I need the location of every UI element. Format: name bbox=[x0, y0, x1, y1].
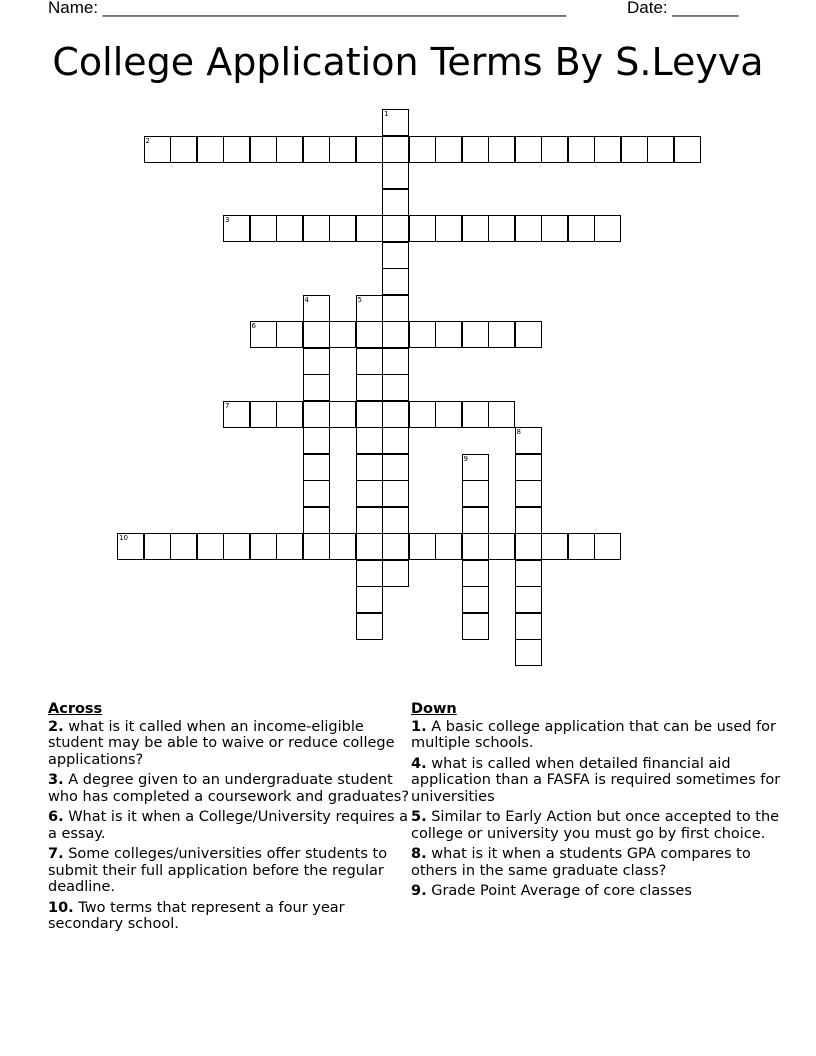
crossword-cell[interactable] bbox=[329, 321, 356, 348]
crossword-cell[interactable] bbox=[382, 374, 409, 401]
crossword-cell[interactable] bbox=[409, 401, 436, 428]
clue-number: 5. bbox=[411, 809, 427, 825]
crossword-cell[interactable] bbox=[382, 560, 409, 587]
crossword-cell[interactable] bbox=[435, 215, 462, 242]
crossword-cell[interactable] bbox=[356, 136, 383, 163]
across-clue bbox=[48, 846, 410, 896]
crossword-cell[interactable] bbox=[356, 586, 383, 613]
name-field[interactable]: Name: _________________________________________________ bbox=[48, 0, 567, 17]
clue-text: Similar to Early Action but once accepted to the college or university you must go by first choice. bbox=[411, 809, 780, 842]
crossword-cell[interactable] bbox=[276, 136, 303, 163]
across-clue bbox=[48, 809, 410, 842]
crossword-cell[interactable] bbox=[303, 295, 330, 322]
crossword-cell[interactable] bbox=[329, 136, 356, 163]
crossword-cell[interactable] bbox=[382, 136, 409, 163]
crossword-cell[interactable] bbox=[541, 136, 568, 163]
crossword-cell[interactable] bbox=[515, 321, 542, 348]
clue-number-label: 3 bbox=[225, 216, 230, 224]
crossword-cell[interactable] bbox=[356, 427, 383, 454]
crossword-cell[interactable] bbox=[356, 560, 383, 587]
crossword-cell[interactable] bbox=[647, 136, 674, 163]
crossword-cell[interactable] bbox=[621, 136, 648, 163]
crossword-cell[interactable] bbox=[515, 639, 542, 666]
crossword-cell[interactable] bbox=[541, 533, 568, 560]
crossword-cell[interactable] bbox=[515, 454, 542, 481]
crossword-cell[interactable] bbox=[250, 136, 277, 163]
crossword-cell[interactable] bbox=[409, 321, 436, 348]
clue-number-label: 2 bbox=[145, 136, 150, 145]
crossword-cell[interactable] bbox=[488, 401, 515, 428]
crossword-cell[interactable] bbox=[462, 560, 489, 587]
crossword-cell[interactable] bbox=[303, 533, 330, 560]
across-clue bbox=[48, 900, 410, 933]
crossword-cell[interactable] bbox=[382, 533, 409, 560]
crossword-cell[interactable] bbox=[117, 533, 144, 560]
crossword-cell[interactable] bbox=[435, 136, 462, 163]
crossword-cell[interactable] bbox=[488, 215, 515, 242]
crossword-cell[interactable] bbox=[435, 533, 462, 560]
crossword-cell[interactable] bbox=[170, 533, 197, 560]
crossword-cell[interactable] bbox=[356, 613, 383, 640]
clue-number: 4. bbox=[411, 755, 427, 772]
crossword-cell[interactable] bbox=[382, 507, 409, 534]
crossword-cell[interactable] bbox=[382, 454, 409, 481]
crossword-cell[interactable] bbox=[515, 215, 542, 242]
crossword-cell[interactable] bbox=[329, 215, 356, 242]
crossword-cell[interactable] bbox=[515, 136, 542, 163]
clue-text: what is it called when an income-eligible student may be able to waive or reduce college applications? bbox=[48, 718, 395, 768]
crossword-cell[interactable] bbox=[356, 215, 383, 242]
down-clues bbox=[411, 701, 781, 904]
crossword-cell[interactable] bbox=[356, 454, 383, 481]
crossword-cell[interactable] bbox=[329, 401, 356, 428]
crossword-cell[interactable] bbox=[435, 401, 462, 428]
crossword-cell[interactable] bbox=[382, 480, 409, 507]
crossword-cell[interactable] bbox=[462, 401, 489, 428]
crossword-cell[interactable] bbox=[276, 401, 303, 428]
crossword-cell[interactable] bbox=[356, 507, 383, 534]
crossword-cell[interactable] bbox=[462, 480, 489, 507]
crossword-cell[interactable] bbox=[462, 507, 489, 534]
crossword-cell[interactable] bbox=[594, 533, 621, 560]
across-heading: Across bbox=[48, 701, 103, 717]
crossword-cell[interactable] bbox=[250, 533, 277, 560]
crossword-cell[interactable] bbox=[382, 109, 409, 136]
crossword-cell[interactable] bbox=[250, 401, 277, 428]
crossword-cell[interactable] bbox=[356, 533, 383, 560]
clue-number-label: 7 bbox=[225, 401, 230, 410]
clue-number-label: 10 bbox=[119, 534, 128, 542]
crossword-cell[interactable] bbox=[568, 136, 595, 163]
crossword-cell[interactable] bbox=[382, 321, 409, 348]
down-clue bbox=[411, 756, 781, 806]
crossword-cell[interactable] bbox=[515, 613, 542, 640]
crossword-cell[interactable] bbox=[462, 321, 489, 348]
crossword-cell[interactable] bbox=[356, 480, 383, 507]
crossword-cell[interactable] bbox=[356, 374, 383, 401]
crossword-cell[interactable] bbox=[462, 454, 489, 481]
crossword-cell[interactable] bbox=[276, 533, 303, 560]
crossword-cell[interactable] bbox=[356, 295, 383, 322]
crossword-cell[interactable] bbox=[541, 215, 568, 242]
crossword-cell[interactable] bbox=[568, 533, 595, 560]
crossword-cell[interactable] bbox=[488, 321, 515, 348]
crossword-cell[interactable] bbox=[568, 215, 595, 242]
crossword-cell[interactable] bbox=[488, 533, 515, 560]
crossword-cell[interactable] bbox=[515, 507, 542, 534]
crossword-cell[interactable] bbox=[250, 321, 277, 348]
crossword-cell[interactable] bbox=[276, 215, 303, 242]
puzzle-title: College Application Terms By S.Leyva bbox=[52, 40, 764, 84]
crossword-cell[interactable] bbox=[170, 136, 197, 163]
clue-text: what is it when a students GPA compares to others in the same graduate class? bbox=[411, 846, 751, 879]
clue-number: 6. bbox=[48, 809, 64, 825]
clue-text: A basic college application that can be used for multiple schools. bbox=[411, 718, 777, 751]
crossword-cell[interactable] bbox=[303, 374, 330, 401]
crossword-cell[interactable] bbox=[303, 321, 330, 348]
crossword-cell[interactable] bbox=[462, 613, 489, 640]
crossword-cell[interactable] bbox=[329, 533, 356, 560]
crossword-cell[interactable] bbox=[223, 533, 250, 560]
crossword-cell[interactable] bbox=[356, 401, 383, 428]
date-field[interactable]: Date: _______ bbox=[627, 0, 739, 17]
clue-number: 2. bbox=[48, 718, 64, 735]
crossword-cell[interactable] bbox=[303, 348, 330, 375]
crossword-cell[interactable] bbox=[382, 427, 409, 454]
crossword-cell[interactable] bbox=[382, 242, 409, 269]
crossword-cell[interactable] bbox=[488, 136, 515, 163]
clue-number-label: 1 bbox=[384, 110, 389, 118]
crossword-cell[interactable] bbox=[382, 401, 409, 428]
clue-text: What is it when a College/University requires a a essay. bbox=[48, 809, 409, 842]
crossword-cell[interactable] bbox=[382, 348, 409, 375]
crossword-cell[interactable] bbox=[594, 136, 621, 163]
crossword-cell[interactable] bbox=[303, 507, 330, 534]
clue-number: 3. bbox=[48, 772, 64, 788]
crossword-cell[interactable] bbox=[382, 215, 409, 242]
crossword-cell[interactable] bbox=[462, 136, 489, 163]
crossword-cell[interactable] bbox=[303, 427, 330, 454]
across-clue bbox=[48, 772, 410, 805]
clue-number-label: 9 bbox=[463, 454, 468, 463]
crossword-cell[interactable] bbox=[462, 586, 489, 613]
crossword-cell[interactable] bbox=[303, 136, 330, 163]
crossword-cell[interactable] bbox=[515, 533, 542, 560]
crossword-cell[interactable] bbox=[303, 454, 330, 481]
clue-number: 9. bbox=[411, 883, 427, 899]
across-clue bbox=[48, 719, 410, 769]
crossword-cell[interactable] bbox=[409, 136, 436, 163]
crossword-cell[interactable] bbox=[197, 533, 224, 560]
crossword-cell[interactable] bbox=[462, 215, 489, 242]
crossword-cell[interactable] bbox=[223, 136, 250, 163]
clue-number: 7. bbox=[48, 846, 64, 862]
crossword-cell[interactable] bbox=[435, 321, 462, 348]
clue-text: Two terms that represent a four year secondary school. bbox=[48, 899, 345, 932]
crossword-cell[interactable] bbox=[356, 348, 383, 375]
down-clue bbox=[411, 846, 781, 879]
crossword-cell[interactable] bbox=[303, 480, 330, 507]
crossword-cell[interactable] bbox=[409, 533, 436, 560]
crossword-cell[interactable] bbox=[223, 401, 250, 428]
crossword-cell[interactable] bbox=[515, 427, 542, 454]
down-clue bbox=[411, 809, 781, 842]
crossword-cell[interactable] bbox=[382, 189, 409, 216]
clue-number-label: 6 bbox=[251, 322, 256, 330]
crossword-cell[interactable] bbox=[409, 215, 436, 242]
crossword-cell[interactable] bbox=[144, 136, 171, 163]
crossword-cell[interactable] bbox=[356, 321, 383, 348]
crossword-cell[interactable] bbox=[674, 136, 701, 163]
crossword-cell[interactable] bbox=[382, 295, 409, 322]
crossword-cell[interactable] bbox=[515, 480, 542, 507]
crossword-cell[interactable] bbox=[303, 401, 330, 428]
crossword-cell[interactable] bbox=[250, 215, 277, 242]
down-clue bbox=[411, 719, 781, 752]
clue-number: 1. bbox=[411, 718, 427, 735]
crossword-cell[interactable] bbox=[462, 533, 489, 560]
clue-text: A degree given to an undergraduate student who has completed a coursework and graduates? bbox=[48, 772, 410, 805]
clue-text: Some colleges/universities offer students to submit their full application before the regular deadline. bbox=[48, 846, 388, 895]
clue-text: Grade Point Average of core classes bbox=[431, 883, 692, 899]
clue-number: 10. bbox=[48, 899, 74, 916]
crossword-cell[interactable] bbox=[197, 136, 224, 163]
crossword-cell[interactable] bbox=[382, 162, 409, 189]
clue-number-label: 5 bbox=[357, 295, 362, 304]
down-clue bbox=[411, 883, 781, 900]
crossword-cell[interactable] bbox=[515, 560, 542, 587]
clue-text: what is called when detailed financial aid application than a FASFA is required sometimes for universities bbox=[411, 755, 781, 805]
across-clues bbox=[48, 701, 410, 937]
crossword-cell[interactable] bbox=[223, 215, 250, 242]
clue-number: 8. bbox=[411, 846, 427, 862]
crossword-cell[interactable] bbox=[515, 586, 542, 613]
clue-number-label: 4 bbox=[304, 295, 309, 304]
crossword-cell[interactable] bbox=[303, 215, 330, 242]
crossword-cell[interactable] bbox=[382, 268, 409, 295]
crossword-cell[interactable] bbox=[276, 321, 303, 348]
crossword-cell[interactable] bbox=[144, 533, 171, 560]
down-heading: Down bbox=[411, 701, 457, 717]
clue-number-label: 8 bbox=[516, 428, 521, 436]
crossword-cell[interactable] bbox=[594, 215, 621, 242]
